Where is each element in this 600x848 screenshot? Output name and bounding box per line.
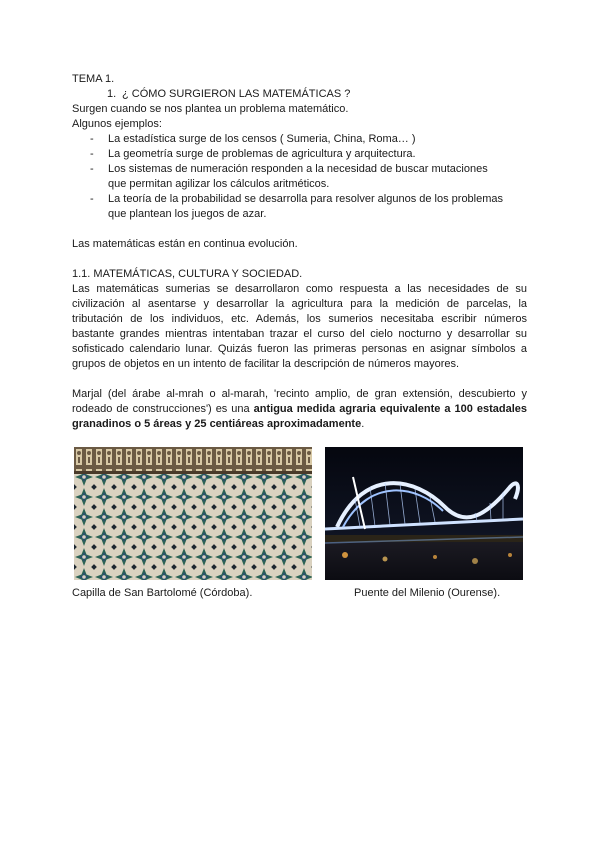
list-item-text: La estadística surge de los censos ( Sumeria, China, Roma… ) bbox=[108, 133, 416, 145]
section-1-number: 1. bbox=[107, 88, 117, 100]
topic-heading: TEMA 1. bbox=[72, 73, 115, 85]
marjal-paragraph bbox=[72, 387, 527, 432]
list-item: - La teoría de la probabilidad se desarrolla para resolver algunos de los problemas que plantean los juegos de azar. bbox=[90, 192, 527, 222]
list-item-text: Los sistemas de numeración responden a la necesidad de buscar mutaciones que permitan agilizar los cálculos aritméticos. bbox=[108, 163, 488, 190]
document-body bbox=[72, 72, 527, 432]
marjal-bold-text: antigua medida agraria equivalente a 100 estadales granadinos o 5 áreas y 25 centiáreas aproximadamente bbox=[72, 403, 527, 430]
bridge-image bbox=[325, 447, 523, 580]
section-1-1-title: 1.1. MATEMÁTICAS, CULTURA Y SOCIEDAD. bbox=[72, 268, 303, 280]
list-item: - La geometría surge de problemas de agricultura y arquitectura. bbox=[90, 147, 527, 162]
marjal-end: . bbox=[361, 418, 365, 430]
list-item-text: La geometría surge de problemas de agricultura y arquitectura. bbox=[108, 148, 416, 160]
sumerian-paragraph: Las matemáticas sumerias se desarrollaron como respuesta a las necesidades de su civilización al asentarse y desarrollar la agricultura para la medición de parcelas, la tributación de los individuos, etc. Además, los sumerios necesitaba escribir números bastante grandes mientras intentaban trazar el curso del cielo nocturno y desarrollar su sofisticado calendario lunar. Quizás fueron las primeras personas en asignar símbolos a grupos de objetos en un intento de facilitar la descripción de números mayores. bbox=[72, 283, 527, 370]
list-item: - Los sistemas de numeración responden a la necesidad de buscar mutaciones que permitan agilizar los cálculos aritméticos. bbox=[90, 162, 527, 192]
right-figure-caption: Puente del Milenio (Ourense). bbox=[354, 587, 501, 599]
evolution-text: Las matemáticas están en continua evolución. bbox=[72, 238, 298, 250]
marjal-text: Marjal (del árabe al-mrah o al-marah, 'recinto amplio, de gran extensión, descubierto y rodeado de construcciones') es una bbox=[72, 388, 527, 415]
bridge-picture bbox=[325, 447, 523, 580]
list-item: - La estadística surge de los censos ( Sumeria, China, Roma… ) bbox=[90, 132, 527, 147]
tile-mosaic-image bbox=[74, 447, 312, 580]
section-1-title: ¿ CÓMO SURGIERON LAS MATEMÁTICAS ? bbox=[122, 88, 351, 100]
section-1-heading bbox=[107, 87, 527, 102]
examples-list bbox=[72, 132, 527, 222]
list-item-text: La teoría de la probabilidad se desarrolla para resolver algunos de los problemas que plantean los juegos de azar. bbox=[108, 193, 504, 220]
tile-mosaic-picture bbox=[74, 447, 312, 580]
intro-text: Surgen cuando se nos plantea un problema matemático. bbox=[72, 103, 349, 115]
left-figure-caption: Capilla de San Bartolomé (Córdoba). bbox=[72, 587, 253, 599]
examples-label: Algunos ejemplos: bbox=[72, 118, 162, 130]
